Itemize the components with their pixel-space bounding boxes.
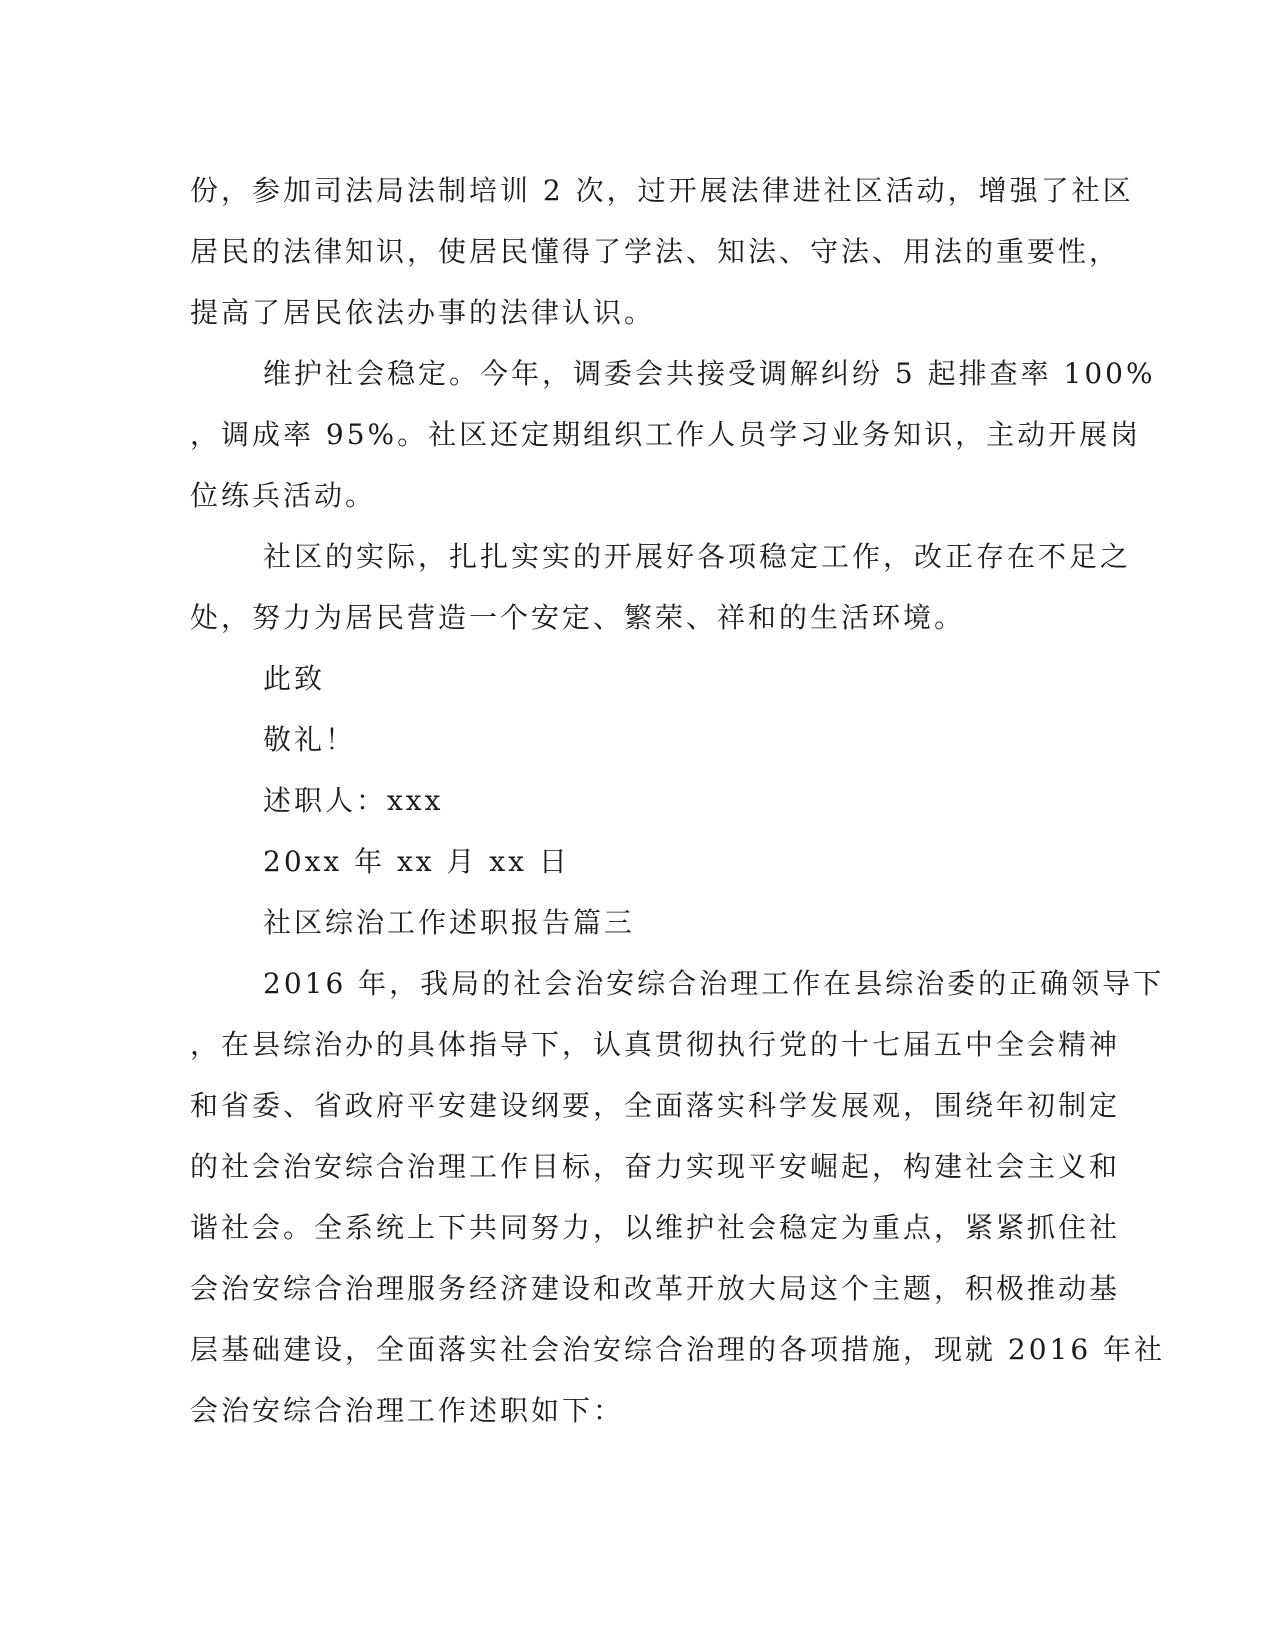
- text-line: 和省委、省政府平安建设纲要，全面落实科学发展观，围绕年初制定: [190, 1089, 1121, 1122]
- closing-regards: 敬礼！: [263, 723, 357, 756]
- paragraph-start-line: 2016 年，我局的社会治安综合治理工作在县综治委的正确领导下: [263, 967, 1165, 1000]
- text-line: 居民的法律知识，使居民懂得了学法、知法、守法、用法的重要性，: [190, 235, 1121, 268]
- text-line: ，调成率 95%。社区还定期组织工作人员学习业务知识，主动开展岗: [190, 418, 1142, 451]
- text-line: 谐社会。全系统上下共同努力，以维护社会稳定为重点，紧紧抓住社: [190, 1211, 1121, 1244]
- closing-salutation: 此致: [263, 662, 326, 695]
- text-line: 位练兵活动。: [190, 479, 377, 512]
- text-line: 会治安综合治理工作述职如下：: [190, 1394, 625, 1427]
- document-body: [190, 160, 1166, 1441]
- signature-line: 述职人：xxx: [263, 784, 444, 817]
- section-heading: 社区综治工作述职报告篇三: [263, 906, 636, 939]
- text-line: 处，努力为居民营造一个安定、繁荣、祥和的生活环境。: [190, 601, 966, 634]
- text-line: 层基础建设，全面落实社会治安综合治理的各项措施，现就 2016 年社: [190, 1333, 1166, 1366]
- date-line: 20xx 年 xx 月 xx 日: [263, 845, 570, 878]
- text-line: ，在县综治办的具体指导下，认真贯彻执行党的十七届五中全会精神: [190, 1028, 1121, 1061]
- text-line: 的社会治安综合治理工作目标，奋力实现平安崛起，构建社会主义和: [190, 1150, 1121, 1183]
- paragraph-start-line: 社区的实际，扎扎实实的开展好各项稳定工作，改正存在不足之: [263, 540, 1132, 573]
- paragraph-start-line: 维护社会稳定。今年，调委会共接受调解纠纷 5 起排查率 100%: [263, 357, 1156, 390]
- text-line: 份，参加司法局法制培训 2 次，过开展法律进社区活动，增强了社区: [190, 174, 1134, 207]
- text-line: 提高了居民依法办事的法律认识。: [190, 296, 656, 329]
- text-line: 会治安综合治理服务经济建设和改革开放大局这个主题，积极推动基: [190, 1272, 1121, 1305]
